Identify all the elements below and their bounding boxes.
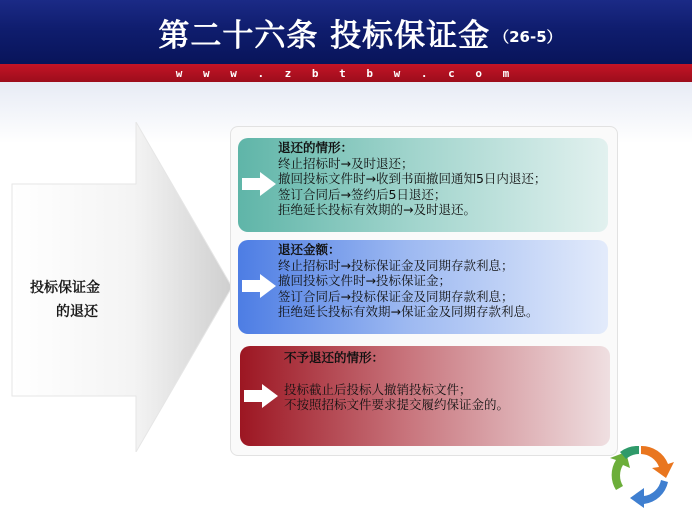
recycle-arrows-icon (606, 442, 676, 508)
white-right-arrow-icon (242, 172, 276, 196)
refund-situations-box (238, 138, 608, 232)
box-line: 签订合同后→签约后5日退还； (278, 186, 447, 202)
box-line: 拒绝延长投标有效期→保证金及同期存款利息。 (278, 304, 539, 320)
white-right-arrow-icon (244, 384, 278, 408)
left-label-line2: 的退还 (56, 304, 98, 320)
box-line: 投标截止后投标人撤销投标文件； (284, 381, 472, 397)
page-title: 第二十六条 投标保证金 (158, 17, 491, 54)
left-label (30, 276, 160, 324)
box-line: 终止招标时→及时退还； (278, 155, 414, 171)
url-bar (0, 64, 692, 82)
box-heading: 退还的情形： (278, 140, 354, 155)
website-url: w w w . z b t b w . c o m (175, 66, 517, 80)
box-line: 终止招标时→投标保证金及同期存款利息； (278, 257, 514, 273)
refund-amount-box (238, 240, 608, 334)
box-heading: 退还金额： (278, 242, 341, 257)
box-line: 拒绝延长投标有效期的→及时退还。 (278, 202, 476, 218)
article-code: （26-5） (494, 27, 562, 46)
box-line: 撤回投标文件时→收到书面撤回通知5日内退还； (278, 171, 547, 187)
box-line: 不按照招标文件要求提交履约保证金的。 (284, 397, 510, 413)
box-line: 签订合同后→投标保证金及同期存款利息； (278, 288, 514, 304)
no-refund-box (240, 346, 610, 446)
box-line: 撤回投标文件时→投标保证金； (278, 273, 451, 289)
left-label-line1: 投标保证金 (30, 280, 100, 296)
box-heading: 不予退还的情形： (284, 350, 385, 365)
title-bar (0, 0, 692, 64)
white-right-arrow-icon (242, 274, 276, 298)
